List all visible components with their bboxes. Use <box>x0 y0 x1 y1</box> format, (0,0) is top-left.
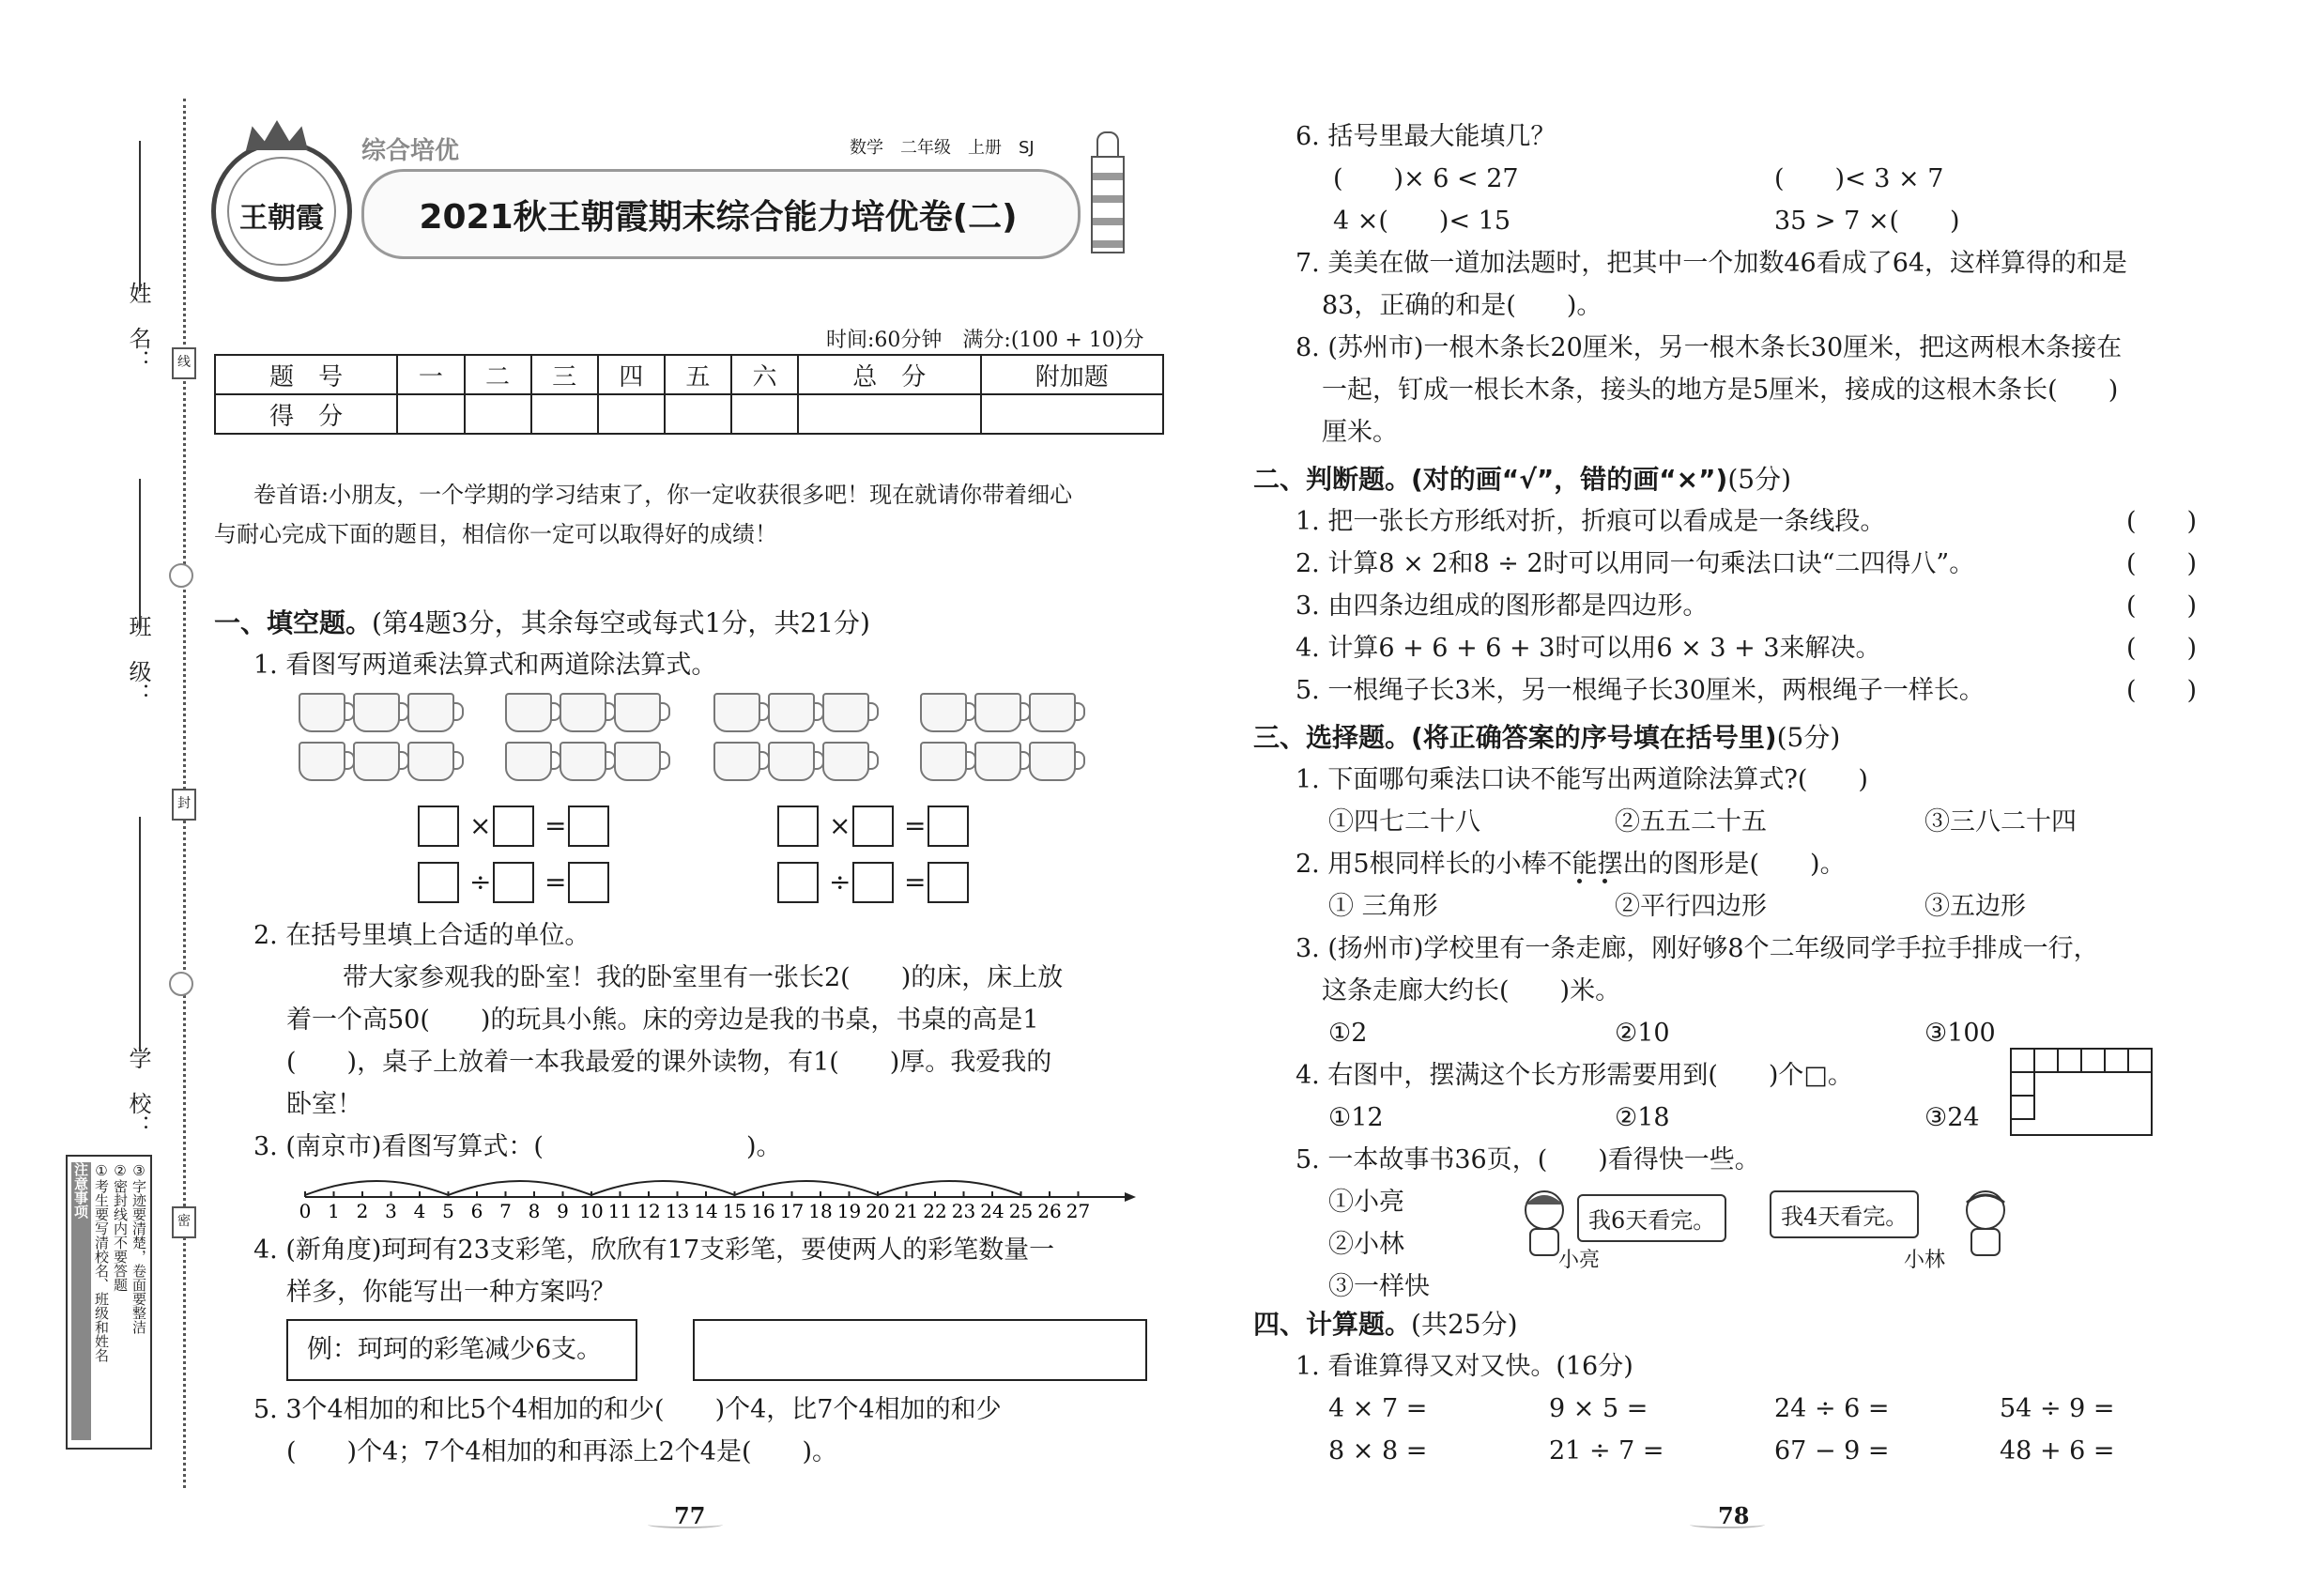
logo-text: 王朝霞 <box>239 202 324 235</box>
tick-label: 9 <box>557 1200 569 1222</box>
school-label: 学 校： <box>125 1047 151 1137</box>
calc-item[interactable]: 24 ÷ 6 = <box>1774 1394 1890 1423</box>
seal-char-feng: 封 <box>172 789 196 821</box>
grid-square <box>2081 1049 2105 1072</box>
plan-answer-box[interactable] <box>693 1319 1147 1381</box>
calc-item[interactable]: 8 × 8 = <box>1328 1436 1428 1466</box>
answer-box[interactable] <box>418 806 459 847</box>
section1-title: 一、填空题。(第4题3分，其余每空或每式1分，共21分) <box>214 607 870 638</box>
notes-item: ①考生要写清校名、班级和姓名 <box>93 1162 110 1362</box>
notes-title: 注意事项 <box>71 1162 91 1440</box>
s3-q3-opt[interactable]: ①2 <box>1328 1019 1368 1048</box>
crown-icon <box>246 120 308 150</box>
tick-label: 25 <box>1008 1200 1034 1222</box>
answer-box[interactable] <box>777 862 819 903</box>
s3-q5: 5. 一本故事书36页，( )看得快一些。 <box>1296 1145 1760 1174</box>
boy-xiaolin-icon <box>1953 1188 2018 1263</box>
s1-q5: 5. 3个4相加的和比5个4相加的和少( )个4，比7个4相加的和少 <box>253 1395 1002 1424</box>
s3-q4-opt[interactable]: ①12 <box>1328 1103 1384 1132</box>
q6: 6. 括号里最大能填几？ <box>1296 122 1556 151</box>
name-label: 姓 名： <box>125 282 151 372</box>
footer-ornament-icon <box>648 1521 723 1528</box>
lighthouse-icon <box>1089 131 1123 253</box>
cup-icon <box>713 742 760 781</box>
score-header: 题 号 <box>215 355 397 394</box>
cup-icon <box>974 742 1021 781</box>
cup-icon <box>505 693 552 732</box>
tick-label: 15 <box>722 1200 747 1222</box>
tick-label: 22 <box>923 1200 947 1222</box>
kid-name-xiaoliang: 小亮 <box>1558 1249 1601 1272</box>
s1-q2-text: ( )，桌子上放着一本我最爱的课外读物，有1( )厚。我爱我的 <box>286 1048 1052 1077</box>
answer-box[interactable] <box>493 862 534 903</box>
tick-label: 23 <box>951 1200 976 1222</box>
tick-label: 20 <box>866 1200 890 1222</box>
score-cell[interactable] <box>798 394 980 434</box>
q8: 8. (苏州市)一根木条长20厘米，另一根木条长30厘米，把这两根木条接在 <box>1296 333 2123 362</box>
score-header: 一 <box>397 355 464 394</box>
score-cell[interactable] <box>465 394 531 434</box>
judge-answer-paren[interactable]: ( ) <box>2126 507 2198 536</box>
s3-q2-opt[interactable]: ③五边形 <box>1924 892 2026 921</box>
grid-square <box>2011 1072 2034 1096</box>
subject-line: 数学 二年级 上册 SJ <box>850 138 1035 158</box>
s3-q3-opt[interactable]: ③100 <box>1924 1019 1996 1048</box>
equals-sign: = <box>904 810 927 841</box>
calc-item[interactable]: 67 − 9 = <box>1774 1436 1890 1466</box>
jump-arc <box>878 1181 1021 1195</box>
s1-q2-text: 带大家参观我的卧室！我的卧室里有一张长2( )的床，床上放 <box>343 963 1064 992</box>
cup-icon <box>1029 742 1076 781</box>
cup-icon <box>353 693 400 732</box>
cup-icon <box>614 742 661 781</box>
s3-q1-opt[interactable]: ③三八二十四 <box>1924 807 2077 836</box>
divide-sign: ÷ <box>829 867 851 898</box>
jump-arc <box>735 1181 879 1195</box>
q7: 7. 美美在做一道加法题时，把其中一个加数46看成了64，这样算得的和是 <box>1296 249 2128 278</box>
cup-icon <box>822 693 869 732</box>
s3-q2-opt[interactable]: ②平行四边形 <box>1615 892 1767 921</box>
jump-arc <box>591 1181 735 1195</box>
notes-item: ③字迹要清楚，卷面要整洁 <box>130 1162 147 1334</box>
calc-item[interactable]: 4 × 7 = <box>1328 1394 1428 1423</box>
cup-icon <box>920 742 967 781</box>
s3-q5-opt[interactable]: ③一样快 <box>1328 1272 1430 1301</box>
score-cell[interactable] <box>981 394 1164 434</box>
cup-icon <box>920 693 967 732</box>
judge-item: 4. 计算6 + 6 + 6 + 3时可以用6 × 3 + 3来解决。 <box>1296 634 1881 663</box>
rectangle-grid-figure <box>2009 1047 2159 1141</box>
tick-label: 7 <box>499 1200 512 1222</box>
grid-square <box>2058 1049 2081 1072</box>
s1-q5: ( )个4；7个4相加的和再添上2个4是( )。 <box>286 1437 838 1466</box>
judge-item: 3. 由四条边组成的图形都是四边形。 <box>1296 591 1709 621</box>
score-header: 总 分 <box>798 355 980 394</box>
score-row-label: 得 分 <box>215 394 397 434</box>
cup-icon <box>299 693 345 732</box>
judge-item: 2. 计算8 × 2和8 ÷ 2时可以用同一句乘法口诀“二四得八”。 <box>1296 549 1975 578</box>
grid-square <box>2011 1049 2034 1072</box>
tick-label: 13 <box>665 1200 690 1222</box>
calc-item[interactable]: 21 ÷ 7 = <box>1549 1436 1664 1466</box>
equals-sign: = <box>544 867 567 898</box>
answer-box[interactable] <box>852 806 894 847</box>
speech-bubble-xiaolin: 我4天看完。 <box>1770 1190 1919 1238</box>
cup-icon <box>822 742 869 781</box>
answer-box[interactable] <box>418 862 459 903</box>
cup-icon <box>407 693 454 732</box>
s3-q1-opt[interactable]: ②五五二十五 <box>1615 807 1767 836</box>
score-cell[interactable] <box>665 394 731 434</box>
s3-q2-opt[interactable]: ① 三角形 <box>1328 892 1438 921</box>
s3-q4-opt[interactable]: ③24 <box>1924 1103 1980 1132</box>
judge-item: 5. 一根绳子长3米，另一根绳子长30厘米，两根绳子一样长。 <box>1296 676 1985 705</box>
answer-box[interactable] <box>928 862 969 903</box>
tick-label: 12 <box>636 1200 661 1222</box>
tick-label: 27 <box>1066 1200 1091 1222</box>
q6-a: ( )× 6 < 27 <box>1333 164 1519 193</box>
tick-label: 3 <box>385 1200 397 1222</box>
grid-square <box>2105 1049 2128 1072</box>
page-number-left: 77 <box>674 1502 706 1529</box>
example-box <box>286 1319 637 1381</box>
notes-box <box>66 1155 152 1450</box>
divide-sign: ÷ <box>469 867 492 898</box>
emphasis-dot-icon <box>1577 879 1582 883</box>
calc-item[interactable]: 48 + 6 = <box>2000 1436 2115 1466</box>
cup-icon <box>614 693 661 732</box>
kid-name-xiaolin: 小林 <box>1904 1249 1946 1272</box>
speech-bubble-xiaoliang: 我6天看完。 <box>1577 1194 1726 1242</box>
tick-label: 6 <box>470 1200 483 1222</box>
s1-q3: 3. (南京市)看图写算式：( )。 <box>253 1132 782 1161</box>
class-field[interactable] <box>139 479 141 629</box>
score-cell[interactable] <box>731 394 798 434</box>
binding-hole-icon <box>169 972 193 996</box>
q6-b: ( )< 3 × 7 <box>1774 164 1944 193</box>
score-cell[interactable] <box>397 394 464 434</box>
q8: 一起，钉成一根长木条，接头的地方是5厘米，接成的这根木条长( ) <box>1322 376 2119 405</box>
name-field[interactable] <box>139 141 141 291</box>
seal-char-mi: 密 <box>172 1206 196 1238</box>
answer-box[interactable] <box>777 806 819 847</box>
score-header: 二 <box>465 355 531 394</box>
s1-q2-text: 着一个高50( )的玩具小熊。床的旁边是我的书桌，书桌的高是1 <box>286 1005 1039 1035</box>
s3-q3: 这条走廊大约长( )米。 <box>1322 976 1621 1005</box>
intro-line: 卷首语:小朋友，一个学期的学习结束了，你一定收获很多吧！现在就请你带着细心 <box>253 482 1073 508</box>
cup-icon <box>560 693 606 732</box>
s3-q5-opt[interactable]: ①小亮 <box>1328 1188 1404 1217</box>
cup-icon <box>1029 693 1076 732</box>
tick-label: 18 <box>808 1200 833 1222</box>
score-header: 四 <box>598 355 665 394</box>
tick-label: 4 <box>413 1200 426 1222</box>
cup-icon <box>713 693 760 732</box>
score-cell[interactable] <box>531 394 598 434</box>
intro-line: 与耐心完成下面的题目，相信你一定可以取得好的成绩！ <box>214 521 777 547</box>
s1-q2: 2. 在括号里填上合适的单位。 <box>253 921 590 950</box>
cup-icon <box>768 693 815 732</box>
judge-item: 1. 把一张长方形纸对折，折痕可以看成是一条线段。 <box>1296 507 1886 536</box>
tick-label: 1 <box>328 1200 340 1222</box>
judge-answer-paren[interactable]: ( ) <box>2126 549 2198 578</box>
s3-q4: 4. 右图中，摆满这个长方形需要用到( )个□。 <box>1296 1061 1853 1090</box>
binding-hole-icon <box>169 563 193 588</box>
judge-answer-paren[interactable]: ( ) <box>2126 634 2198 663</box>
tick-label: 14 <box>694 1200 718 1222</box>
grid-square <box>2034 1049 2058 1072</box>
equals-sign: = <box>904 867 927 898</box>
s3-q3-opt[interactable]: ②10 <box>1615 1019 1670 1048</box>
s4-q1: 1. 看谁算得又对又快。(16分) <box>1296 1352 1633 1381</box>
q7: 83，正确的和是( )。 <box>1322 291 1602 320</box>
number-line <box>282 1159 1145 1225</box>
notes-item: ②密封线内不要答题 <box>112 1162 129 1292</box>
seal-char-xian: 线 <box>172 347 196 379</box>
tick-label: 10 <box>579 1200 604 1222</box>
score-cell[interactable] <box>598 394 665 434</box>
tick-label: 5 <box>442 1200 454 1222</box>
class-label: 班 级： <box>125 615 151 705</box>
tick-label: 11 <box>607 1200 633 1222</box>
judge-answer-paren[interactable]: ( ) <box>2126 591 2198 621</box>
calc-item[interactable]: 9 × 5 = <box>1549 1394 1648 1423</box>
cup-icon <box>560 742 606 781</box>
section3-title: 三、选择题。(将正确答案的序号填在括号里)(5分) <box>1253 722 1841 753</box>
answer-box[interactable] <box>568 862 609 903</box>
cup-icon <box>407 742 454 781</box>
school-field[interactable] <box>139 817 141 1051</box>
cup-icon <box>299 742 345 781</box>
score-header: 附加题 <box>981 355 1164 394</box>
grid-square <box>2128 1049 2152 1072</box>
answer-box[interactable] <box>928 806 969 847</box>
s3-q1: 1. 下面哪句乘法口诀不能写出两道除法算式?( ) <box>1296 765 1868 794</box>
s1-q1: 1. 看图写两道乘法算式和两道除法算式。 <box>253 651 717 680</box>
cup-icon <box>974 693 1021 732</box>
tick-label: 19 <box>836 1200 862 1222</box>
judge-answer-paren[interactable]: ( ) <box>2126 676 2198 705</box>
tick-label: 0 <box>299 1200 312 1222</box>
arrow-head-icon <box>1125 1192 1136 1202</box>
section2-title: 二、判断题。(对的画“√”，错的画“×”)(5分) <box>1253 464 1792 495</box>
q6-c: 4 ×( )< 15 <box>1333 207 1511 236</box>
answer-box[interactable] <box>852 862 894 903</box>
answer-box[interactable] <box>568 806 609 847</box>
tick-label: 24 <box>980 1200 1004 1222</box>
equals-sign: = <box>544 810 567 841</box>
tick-label: 16 <box>751 1200 775 1222</box>
tick-label: 2 <box>356 1200 369 1222</box>
page-title: 2021秋王朝霞期末综合能力培优卷(二) <box>419 198 1018 237</box>
tick-label: 21 <box>894 1200 919 1222</box>
score-table <box>214 354 1164 435</box>
tick-label: 8 <box>528 1200 541 1222</box>
page-number-right: 78 <box>1718 1502 1750 1529</box>
section4-title: 四、计算题。(共25分) <box>1253 1309 1518 1340</box>
jump-arc <box>305 1181 449 1195</box>
s1-q4: 4. (新角度)珂珂有23支彩笔，欣欣有17支彩笔，要使两人的彩笔数量一 <box>253 1235 1055 1265</box>
jump-arc <box>449 1181 592 1195</box>
s3-q4-opt[interactable]: ②18 <box>1615 1103 1670 1132</box>
example-text: 例：珂珂的彩笔减少6支。 <box>307 1335 603 1364</box>
logo-seal <box>211 141 352 282</box>
q6-d: 35 > 7 ×( ) <box>1774 207 1960 236</box>
emphasis-dot-icon <box>1602 879 1607 883</box>
calc-item[interactable]: 54 ÷ 9 = <box>2000 1394 2115 1423</box>
s3-q5-opt[interactable]: ②小林 <box>1328 1230 1404 1259</box>
score-header: 六 <box>731 355 798 394</box>
score-header: 三 <box>531 355 598 394</box>
s3-q3: 3. (扬州市)学校里有一条走廊，刚好够8个二年级同学手拉手排成一行， <box>1296 934 2099 963</box>
grid-square <box>2011 1096 2034 1119</box>
footer-ornament-icon <box>1690 1521 1765 1528</box>
cup-icon <box>505 742 552 781</box>
tick-label: 17 <box>779 1200 805 1222</box>
s3-q2: 2. 用5根同样长的小棒不能摆出的图形是( )。 <box>1296 850 1846 879</box>
tick-label: 26 <box>1037 1200 1062 1222</box>
times-sign: × <box>829 810 851 841</box>
answer-box[interactable] <box>493 806 534 847</box>
time-line: 时间:60分钟 满分:(100 + 10)分 <box>826 329 1144 352</box>
q8: 厘米。 <box>1322 418 1398 447</box>
cup-icon <box>353 742 400 781</box>
s3-q1-opt[interactable]: ①四七二十八 <box>1328 807 1480 836</box>
cup-icon <box>768 742 815 781</box>
score-header: 五 <box>665 355 731 394</box>
s1-q4: 样多，你能写出一种方案吗？ <box>286 1278 616 1307</box>
s1-q2-text: 卧室！ <box>286 1090 362 1119</box>
brand-tag: 综合培优 <box>361 137 460 165</box>
times-sign: × <box>469 810 492 841</box>
